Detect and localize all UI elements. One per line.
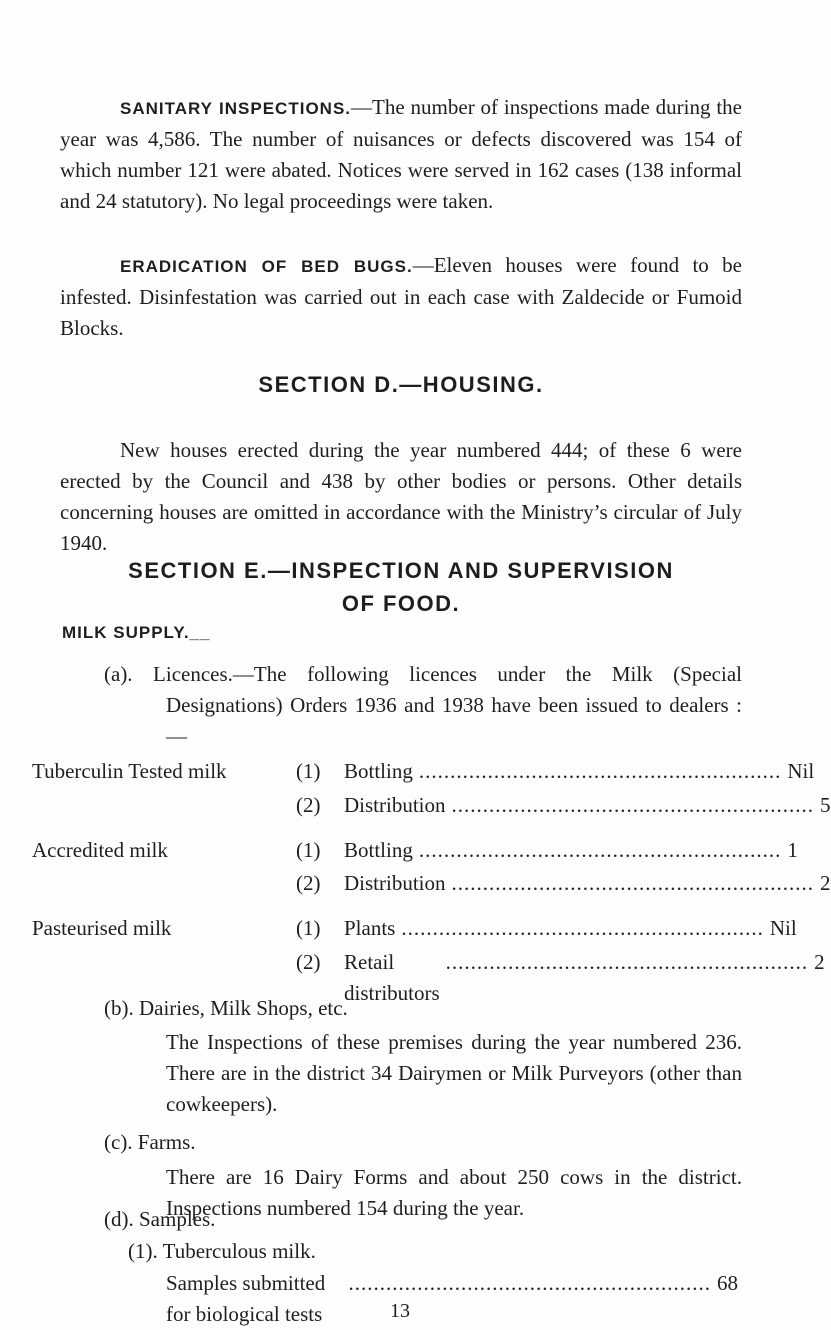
licence-description: Bottling (344, 759, 413, 783)
leader-dots: .......................................................... (451, 793, 815, 817)
milk-supply-subheading: MILK SUPPLY.__ (62, 623, 211, 642)
licence-row (0, 835, 800, 866)
bed-bugs-text: —Eleven houses were found to be infested. Disinfestation was carried out in each case with Zaldecide or Fumoid Blocks. (60, 253, 742, 340)
licence-description: Retail distributors (344, 950, 440, 1005)
page-number: 13 (390, 1300, 410, 1322)
farms-paragraph: There are 16 Dairy Forms and about 250 cows in the district. Inspections numbered 154 during the year. (166, 1165, 742, 1220)
dairies-label: (b). Dairies, Milk Shops, etc. (104, 996, 348, 1020)
licence-row (0, 790, 831, 821)
licence-description: Bottling (344, 838, 413, 862)
licence-number: (2) (296, 871, 321, 895)
leader-dots: .......................................................... (445, 950, 809, 974)
leader-dots: .......................................................... (451, 871, 815, 895)
section-e-heading-line2: OF FOOD. (341, 591, 461, 616)
leader-dots: .......................................................... (348, 1271, 711, 1295)
licence-description: Distribution (344, 871, 446, 895)
samples-label: (d). Samples. (104, 1207, 216, 1231)
leader-dots: .......................................................... (401, 916, 764, 940)
licence-value: 1 (787, 838, 798, 862)
licence-row (0, 756, 815, 787)
licence-number: (2) (296, 950, 321, 974)
licence-number: (1) (296, 759, 321, 783)
licence-description: Plants (344, 916, 396, 940)
samples-value: 68 (717, 1271, 738, 1295)
samples-description: Samples submitted for biological tests (166, 1271, 326, 1326)
licence-row (0, 868, 831, 899)
section-d-heading: SECTION D.—HOUSING. (258, 372, 544, 397)
licence-value: Nil (787, 759, 815, 783)
licence-value: Nil (769, 916, 797, 940)
section-e-heading-line1: SECTION E.—INSPECTION AND SUPERVISION (128, 558, 674, 583)
licence-description: Distribution (344, 793, 446, 817)
leader-dots: .......................................................... (418, 759, 782, 783)
farms-label: (c). Farms. (104, 1130, 196, 1154)
licence-row (0, 913, 800, 944)
sanitary-inspections-label: SANITARY INSPECTIONS. (120, 99, 352, 118)
licence-number: (2) (296, 793, 321, 817)
leader-dots: .......................................................... (418, 838, 782, 862)
licence-category: Accredited milk (32, 838, 168, 862)
licence-number: (1) (296, 838, 321, 862)
licence-value: 2 (814, 950, 825, 974)
licence-category: Pasteurised milk (32, 916, 172, 940)
licences-paragraph: (a). Licences.—The following licences under the Milk (Special Designations) Orders 1936 and 1938 have been issued to dealers : — (104, 662, 742, 748)
licence-category: Tuberculin Tested milk (32, 759, 227, 783)
tuberculous-milk-label: (1). Tuberculous milk. (128, 1239, 316, 1263)
licence-number: (1) (296, 916, 321, 940)
bed-bugs-paragraph (60, 250, 742, 344)
bed-bugs-label: ERADICATION OF BED BUGS. (120, 257, 413, 276)
licence-row (0, 947, 825, 1005)
dairies-paragraph: The Inspections of these premises during the year numbered 236. There are in the district 34 Dairymen or Milk Purveyors (other than cowkeepers). (166, 1030, 742, 1116)
housing-paragraph: New houses erected during the year numbered 444; of these 6 were erected by the Council and 438 by other bodies or persons. Other details concerning houses are omitted in accordance with the Ministry’s circular of July 1940. (60, 438, 742, 555)
licence-value: 2 (820, 871, 831, 895)
licence-value: 5 (820, 793, 831, 817)
sanitary-inspections-paragraph (60, 92, 742, 217)
sanitary-inspections-text: —The number of inspections made during the year was 4,586. The number of nuisances or defects discovered was 154 of which number 121 were abated. Notices were served in 162 cases (138 informal and 24 statutory). No legal proceedings were taken. (60, 95, 742, 213)
